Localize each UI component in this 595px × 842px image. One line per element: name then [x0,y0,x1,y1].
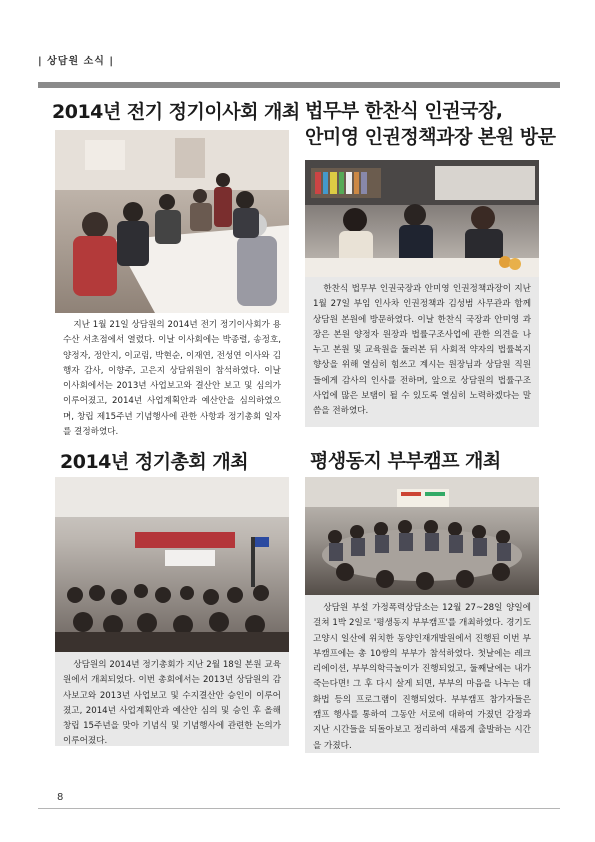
article-title-general-assembly: 2014년 정기총회 개최 [60,451,249,473]
photo-couples-camp [305,477,539,595]
article-text: 상담원 부설 가정폭력상담소는 12월 27~28일 양일에 걸쳐 1박 2일로 '평생동지 부부캠프'를 개최하였다. 경기도 고양시 일산에 위치한 동양인재개발원에서 진행된 이번 부부캠프에는 총 10쌍의 부부가 참석하였다. 첫날에는 레크리에이션, 부부의학극놀이가 진행되었고, 둘째날에는 내가 죽는다면! 그 후 다시 살게 되면, 부부의 마음을 나누는 대화법 등의 프로그램이 진행되었다. 부부캠프 참가자들은 캠프 행사를 통하여 그동안 서로에 대하여 가졌던 감정과 지난 시간들을 되돌아보고 정리하여 새롭게 출발하는 시간을 가졌다. [313,603,531,751]
photo-board-meeting [55,130,289,313]
section-header: | 상담원 소식 | [38,56,115,67]
article-text: 한찬식 법무부 인권국장과 안미영 인권정책과장이 지난 1월 27일 부임 인사차 인권정책과 김성범 사무관과 함께 상담원 본원에 방문하였다. 이날 한찬식 국장과 안미영 과장은 본원 양정자 원장과 법률구조사업에 관한 의견을 나누고 본원 및 교육원을 둘러본 뒤 사회적 약자의 법률복지 향상을 위해 열심히 힘쓰고 계시는 원장님과 상담원 직원들에게 감사의 인사를 전하며, 앞으로 상담원의 법률구조사업에 많은 보탬이 될 수 있도록 열심히 노력하겠다는 말씀을 전하였다. [313,284,531,417]
article-title-ministry-visit [305,98,555,150]
photo-ministry-visit [305,160,539,277]
article-body-board-meeting [55,313,289,439]
article-body-couples-camp [305,595,539,753]
article-title-board-meeting: 2014년 전기 정기이사회 개최 [52,101,300,123]
article-text: 지난 1월 21일 상담원의 2014년 전기 정기이사회가 용수산 서초점에서 열렸다. 이날 이사회에는 박종렬, 송정호, 양정자, 정안지, 이교림, 박현순, 이재연, 전성연 이사와 김행자 감사, 이향주, 고은지 상담위원이 참석하였다. 이날 이사회에서는 2013년 사업보고와 결산안 보고 및 심의가 이루어졌고, 2014년 사업계획안과 예산안을 심의하였으며, 창립 제15주년 기념행사에 관한 사항과 정기총회 일자를 결정하였다. [63,320,281,438]
article-body-ministry-visit [305,277,539,427]
article-text: 상담원의 2014년 정기총회가 지난 2월 18일 본원 교육원에서 개최되었다. 이번 총회에서는 2013년 상담원의 감사보고와 2013년 사업보고 및 수지결산안 승인이 이루어졌고, 2014년 사업계획안과 예산안 심의 및 승인 후 올해 창립 15주년을 맞아 기념식 및 기념행사에 관련한 논의가 이루어졌다. [63,660,281,747]
title-line-1: 법무부 한찬식 인권국장, [305,100,503,122]
top-rule [38,82,560,88]
page-number: 8 [57,792,64,803]
article-body-general-assembly [55,652,289,746]
bottom-rule [38,808,560,809]
article-title-couples-camp: 평생동지 부부캠프 개최 [310,450,501,472]
photo-general-assembly [55,477,289,652]
title-line-2: 안미영 인권정책과장 본원 방문 [305,126,556,148]
